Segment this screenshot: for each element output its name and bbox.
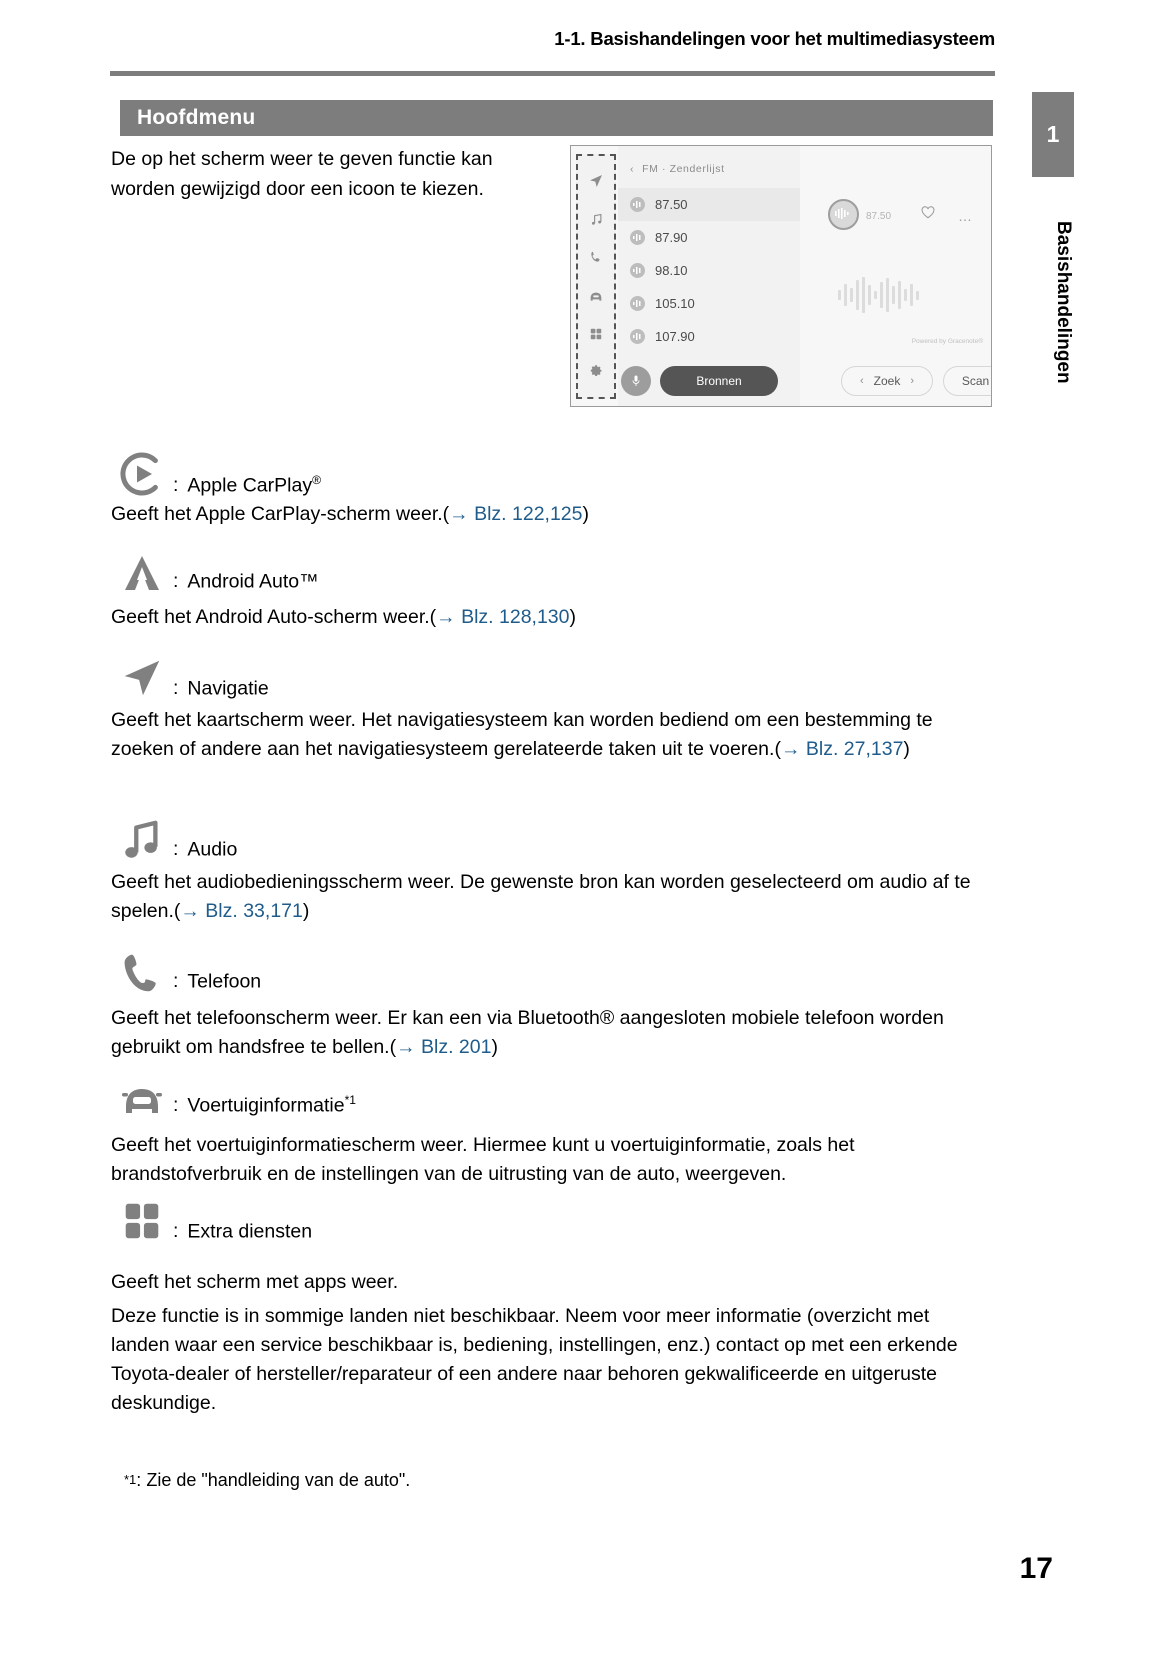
back-chevron-icon[interactable]: ‹ xyxy=(630,163,635,175)
navigation-icon[interactable] xyxy=(586,171,606,191)
page-reference[interactable]: → Blz. 122,125 xyxy=(449,503,583,525)
intro-paragraph: De op het scherm weer te geven functie kan worden gewijzigd door een icoon te kiezen. xyxy=(111,148,493,200)
page-header-title: 1-1. Basishandelingen voor het multimediasysteem xyxy=(554,28,995,49)
station-row[interactable] xyxy=(618,188,800,221)
favorite-icon[interactable] xyxy=(921,206,935,224)
radio-station-icon xyxy=(630,263,645,278)
station-frequency: 105.10 xyxy=(655,296,695,311)
seek-prev-icon[interactable]: ‹ xyxy=(859,375,864,387)
station-logo-icon xyxy=(828,199,859,230)
entry-header-navigatie xyxy=(111,655,269,701)
footnote xyxy=(124,1470,410,1491)
entry-title-android-auto xyxy=(173,569,319,595)
entry-desc-carplay xyxy=(111,500,991,529)
more-options-icon[interactable]: … xyxy=(958,208,973,224)
entry-title-audio xyxy=(173,837,237,863)
scan-label: Scan xyxy=(961,374,990,388)
station-frequency: 87.50 xyxy=(655,197,688,212)
desc-prefix: Geeft het voertuiginformatiescherm weer. Hiermee kunt u voertuiginformatie, zoals het brandstofverbruik en de instellingen van de uitrusting van de auto, weergeven. xyxy=(111,1134,855,1185)
entry-desc-navigatie xyxy=(111,706,991,764)
title-colon: : xyxy=(173,474,179,496)
station-row[interactable] xyxy=(618,221,800,254)
entry-title-text: Navigatie xyxy=(187,677,269,699)
sources-button[interactable]: Bronnen xyxy=(660,366,778,396)
radio-station-icon xyxy=(630,329,645,344)
station-row[interactable] xyxy=(618,320,800,353)
entry-title-telefoon xyxy=(173,969,261,995)
section-title-bar: Hoofdmenu xyxy=(120,100,993,136)
desc-prefix: Geeft het scherm met apps weer. xyxy=(111,1271,399,1293)
entry-title-voertuiginformatie xyxy=(173,1093,356,1119)
entry-title-text: Audio xyxy=(187,838,238,860)
radio-station-icon xyxy=(630,197,645,212)
desc-prefix: Geeft het telefoonscherm weer. Er kan een via Bluetooth® aangesloten mobiele telefoon worden gebruikt om handsfree te bellen.( xyxy=(111,1007,944,1058)
desc-prefix: Geeft het Android Auto-scherm weer.( xyxy=(111,606,437,628)
entry-title-text: Apple CarPlay xyxy=(187,474,313,496)
entry-desc-android-auto xyxy=(111,603,991,632)
page-reference[interactable]: → Blz. 201 xyxy=(396,1036,492,1058)
page-number: 17 xyxy=(1019,1552,1053,1585)
vehicle-info-icon xyxy=(111,1080,173,1118)
station-frequency: 98.10 xyxy=(655,263,688,278)
entry-title-extra-diensten xyxy=(173,1219,312,1245)
now-playing-frequency: 87.50 xyxy=(866,211,892,222)
entry-desc-audio xyxy=(111,868,991,926)
station-row[interactable] xyxy=(618,254,800,287)
title-colon: : xyxy=(173,1220,179,1242)
title-colon: : xyxy=(173,838,179,860)
footnote-text: Zie de "handleiding van de auto". xyxy=(146,1470,411,1490)
title-colon: : xyxy=(173,570,179,592)
audio-waveform-icon xyxy=(838,276,928,314)
entry-title-text: Telefoon xyxy=(187,970,262,992)
desc-suffix: ) xyxy=(582,503,589,525)
desc-prefix: Geeft het Apple CarPlay-scherm weer.( xyxy=(111,503,450,525)
scan-button[interactable] xyxy=(943,366,992,396)
device-breadcrumb xyxy=(630,163,725,175)
footnote-separator: : xyxy=(136,1470,142,1490)
page-reference[interactable]: → Blz. 128,130 xyxy=(436,606,570,628)
desc-prefix: Geeft het audiobedieningsscherm weer. De gewenste bron kan worden geselecteerd om audio af te spelen.( xyxy=(111,871,971,922)
entry-title-sup: *1 xyxy=(344,1092,357,1107)
extra-services-note: Deze functie is in sommige landen niet beschikbaar. Neem voor meer informatie (overzicht met landen waar een service beschikbaar is, bediening, instellingen, enz.) contact op met een erkende Toyota-dealer of hersteller/reparateur of een andere naar behoren gekwalificeerde en uitgeruste deskundige. xyxy=(111,1305,958,1414)
entry-title-navigatie xyxy=(173,676,269,702)
powered-by-label: Powered by Gracenote® xyxy=(911,338,983,345)
entry-desc-voertuiginformatie xyxy=(111,1131,991,1189)
desc-suffix: ) xyxy=(491,1036,498,1058)
android-auto-icon xyxy=(111,550,173,594)
entry-header-telefoon xyxy=(111,950,261,994)
apps-icon[interactable] xyxy=(586,324,606,344)
entry-header-extra-diensten xyxy=(111,1198,312,1244)
device-bottom-bar xyxy=(618,364,991,400)
radio-station-icon xyxy=(630,230,645,245)
entry-title-text: Extra diensten xyxy=(187,1220,313,1242)
station-row[interactable] xyxy=(618,287,800,320)
footnote-mark: *1 xyxy=(124,1472,137,1487)
navigation-icon xyxy=(111,655,173,701)
entry-title-sup: ® xyxy=(312,472,321,487)
desc-suffix: ) xyxy=(903,738,910,760)
title-colon: : xyxy=(173,970,179,992)
desc-prefix: Geeft het kaartscherm weer. Het navigatiesysteem kan worden bediend om een bestemming te zoeken of andere aan het navigatiesysteem gerelateerde taken uit te voeren.( xyxy=(111,709,933,760)
desc-suffix: ) xyxy=(569,606,577,628)
device-screen xyxy=(571,146,991,406)
device-sidebar xyxy=(576,154,616,399)
vehicle-info-icon[interactable] xyxy=(586,286,606,306)
station-frequency: 107.90 xyxy=(655,329,695,344)
audio-icon[interactable] xyxy=(586,209,606,229)
entry-title-carplay xyxy=(173,473,321,499)
mic-button[interactable] xyxy=(621,366,651,396)
title-colon: : xyxy=(173,1094,179,1116)
entry-header-carplay xyxy=(111,450,321,498)
apple-carplay-icon xyxy=(111,450,173,498)
entry-title-text: Android Auto™ xyxy=(187,570,319,592)
entry-title-text: Voertuiginformatie xyxy=(187,1094,345,1116)
entry-header-android-auto xyxy=(111,550,319,594)
station-frequency: 87.90 xyxy=(655,230,688,245)
entry-header-audio xyxy=(111,818,237,862)
header-rule xyxy=(110,71,995,76)
apps-icon xyxy=(111,1198,173,1244)
phone-icon xyxy=(111,950,173,994)
entry-header-voertuiginformatie xyxy=(111,1080,356,1118)
breadcrumb-text: FM · Zenderlijst xyxy=(642,163,725,175)
page-reference[interactable]: → Blz. 27,137 xyxy=(780,738,904,760)
title-colon: : xyxy=(173,677,179,699)
entry-desc-extra-diensten xyxy=(111,1268,991,1297)
entry-desc-telefoon xyxy=(111,1004,991,1062)
chapter-tab-label: Basishandelingen xyxy=(1053,220,1074,384)
radio-station-icon xyxy=(630,296,645,311)
chapter-tab-number: 1 xyxy=(1032,92,1074,177)
seek-next-icon[interactable]: › xyxy=(910,375,915,387)
desc-suffix: ) xyxy=(302,900,310,922)
seek-label: Zoek xyxy=(873,374,901,388)
seek-button[interactable] xyxy=(841,366,933,396)
settings-icon[interactable] xyxy=(586,362,606,382)
audio-icon xyxy=(111,818,173,862)
page-reference[interactable]: → Blz. 33,171 xyxy=(180,900,303,922)
phone-icon[interactable] xyxy=(586,247,606,267)
multimedia-screenshot xyxy=(570,145,992,407)
